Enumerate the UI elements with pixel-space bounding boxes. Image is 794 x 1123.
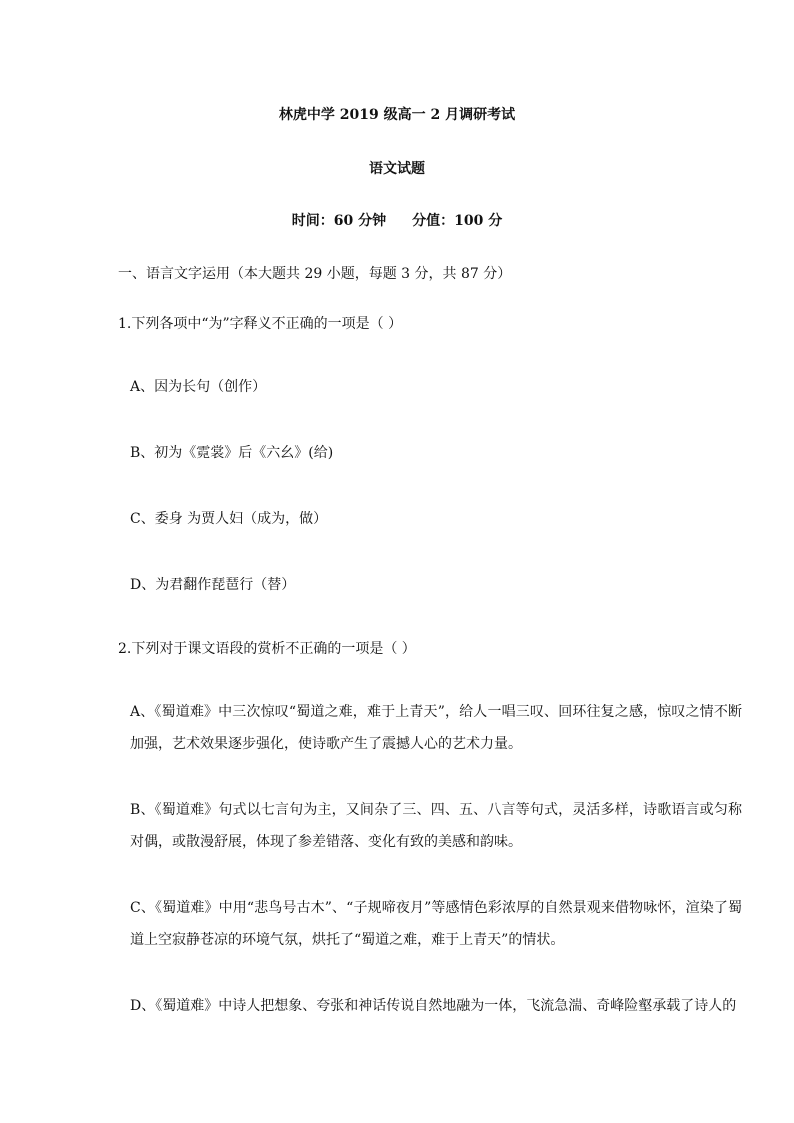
question-stem: 1.下列各项中“为”字释义不正确的一项是（ ） — [118, 316, 403, 332]
question-stem: 2.下列对于课文语段的赏析不正确的一项是（ ） — [118, 641, 416, 657]
exam-meta — [0, 210, 794, 230]
question-option: D、《蜀道难》中诗人把想象、夸张和神话传说自然地融为一体，飞流急湍、奇峰险壑承载了诗人的 — [130, 998, 737, 1014]
question-option: C、委身 为贾人妇（成为，做） — [130, 511, 328, 527]
question-option: B、《蜀道难》句式以七言句为主，又间杂了三、四、五、八言等句式，灵活多样，诗歌语言或匀称对偶，或散漫舒展，体现了参差错落、变化有致的美感和韵味。 — [130, 802, 742, 850]
question-option: A、因为长句（创作） — [130, 379, 267, 395]
question-option: D、为君翻作琵琶行（替） — [130, 577, 296, 593]
exam-time: 时间：60 分钟 — [291, 213, 387, 229]
section-heading: 一、语言文字运用（本大题共 29 小题，每题 3 分，共 87 分） — [118, 266, 512, 282]
subject-title: 语文试题 — [369, 161, 425, 177]
exam-title: 林虎中学 2019 级高一 2 月调研考试 — [278, 107, 516, 123]
question-option: B、初为《霓裳》后《六幺》(给) — [130, 445, 334, 461]
question-option: C、《蜀道难》中用“悲鸟号古木”、“子规啼夜月”等感情色彩浓厚的自然景观来借物咏怀，渲染了蜀道上空寂静苍凉的环境气氛，烘托了“蜀道之难，难于上青天”的情状。 — [130, 900, 742, 948]
exam-score: 分值：100 分 — [412, 213, 503, 229]
question-option: A、《蜀道难》中三次惊叹“蜀道之难，难于上青天”，给人一唱三叹、回环往复之感，惊叹之情不断加强，艺术效果逐步强化，使诗歌产生了震撼人心的艺术力量。 — [130, 704, 742, 752]
